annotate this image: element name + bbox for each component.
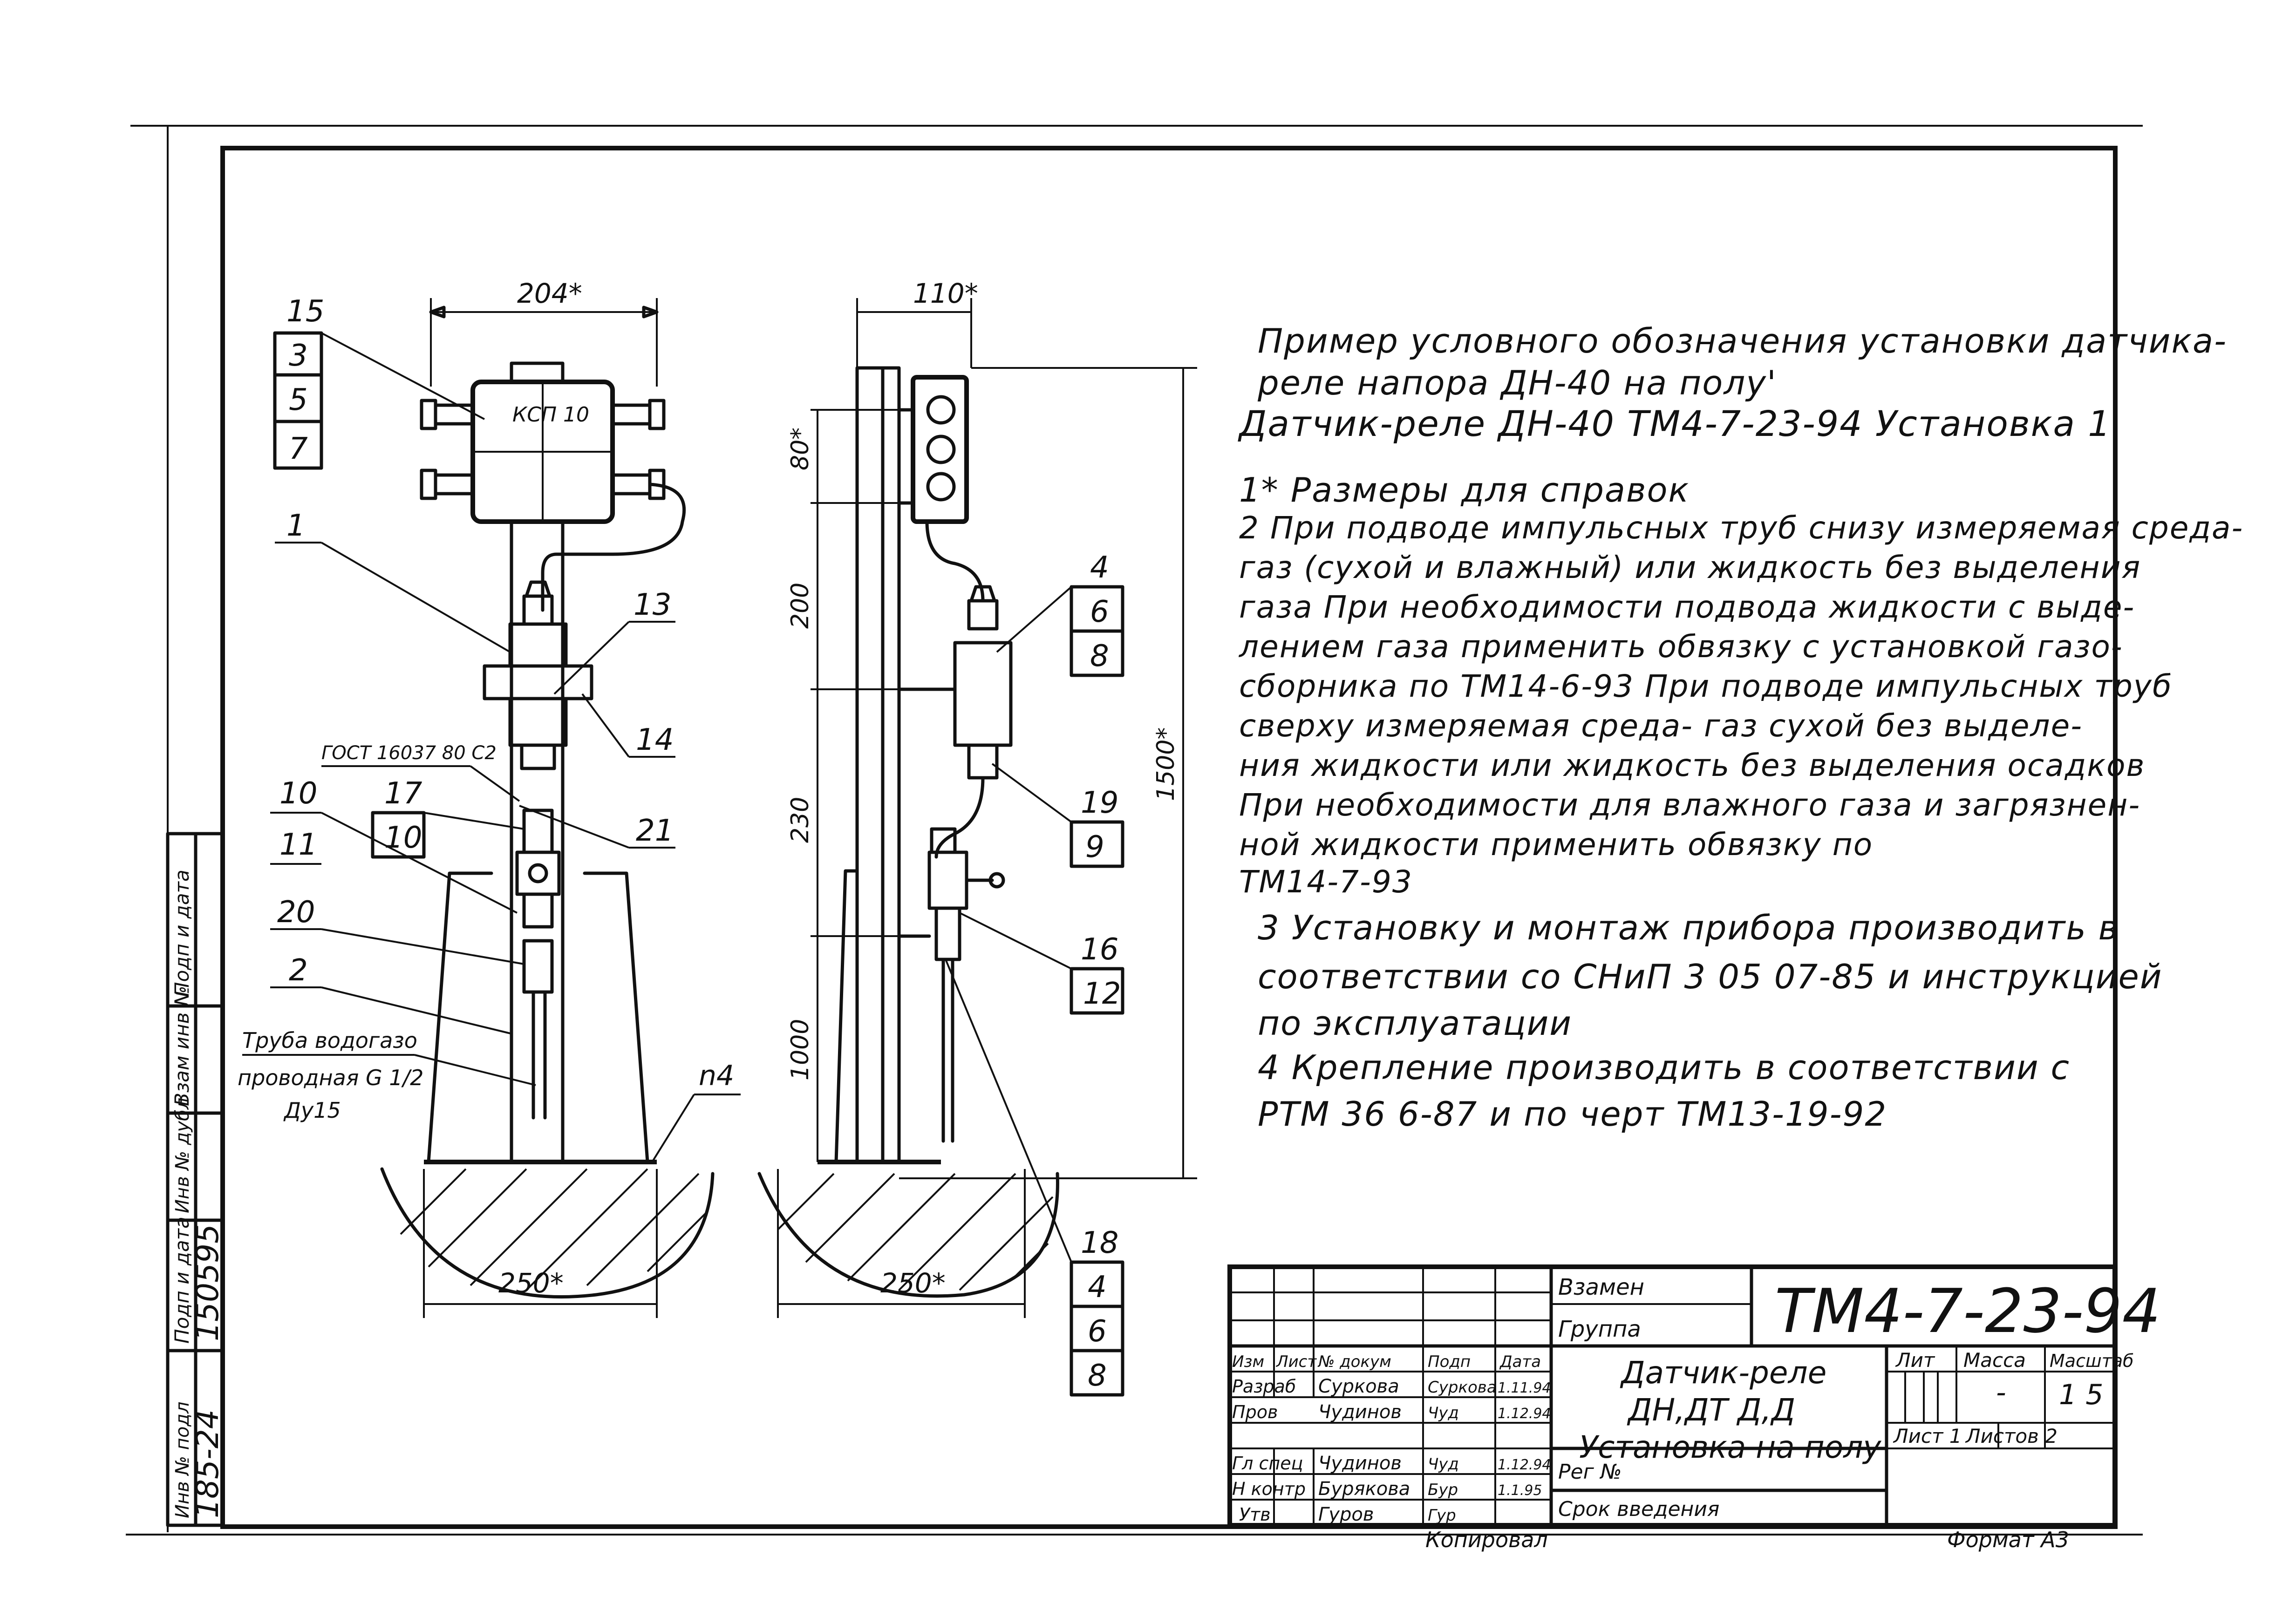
note-2-line: газа При необходимости подвода жидкости с выде- [1239,589,2135,625]
tb-masshtab: Масштаб [2050,1351,2134,1371]
tb-row1-role: Разраб [1232,1376,1296,1397]
pipe-label-2: проводная G 1/2 [238,1065,424,1090]
dim-1500: 1500* [1152,727,1180,801]
tb-row1-name: Суркова [1318,1376,1399,1397]
dim-width-mid: 110* [913,278,978,309]
left-binding-strip [168,834,225,1525]
tb-col-list: Лист [1276,1352,1317,1371]
side-view [759,278,1197,1395]
tb-masshtab-val: 1 5 [2059,1379,2104,1411]
tb-title-1: Датчик-реле [1621,1355,1827,1391]
tb-col-izm: Изм [1232,1352,1265,1371]
tb-title-3: Установка на полу [1579,1429,1881,1465]
strip-label-3: Инв № дубл [172,1097,193,1213]
box-label: КСП 10 [512,403,590,427]
callout-21: 21 [636,814,674,848]
tb-row4-sig: Бур [1428,1481,1458,1499]
callout-10-left: 10 [279,776,318,811]
tb-row2-sig: Чуд [1428,1404,1459,1422]
callout-5: 5 [289,383,308,417]
tb-col-podp: Подп [1428,1352,1471,1371]
tb-row4-role: Н контр [1232,1479,1306,1499]
tb-row3-name: Чудинов [1318,1453,1402,1474]
strip-stamp-2: 185-24 [190,1409,225,1518]
tb-row2-name: Чудинов [1318,1401,1402,1423]
callout-20: 20 [277,895,315,930]
dim-base-mid: 250* [880,1267,946,1299]
note-2-line: сборника по ТМ14-6-93 При подводе импульсных труб [1239,668,2173,704]
bracket-clamp [484,666,592,699]
strip-label-5: Инв № подл [172,1401,193,1518]
tb-row5-name: Гуров [1318,1504,1374,1525]
callout-18: 18 [1081,1226,1119,1260]
tb-gruppa: Группа [1558,1316,1641,1342]
pipe-label-3: Ду15 [284,1098,341,1123]
tb-vzamen: Взамен [1558,1274,1644,1300]
callout-2: 2 [289,953,308,988]
note-3-line: по эксплуатации [1258,1004,1573,1043]
callout-n4: n4 [699,1060,735,1092]
tb-row5-sig: Гур [1428,1506,1456,1525]
note-2-line: При необходимости для влажного газа и загрязнен- [1239,787,2141,823]
callout-4-mid: 4 [1090,550,1109,585]
tb-title-2: ДН,ДТ Д,Д [1628,1392,1796,1428]
callout-7: 7 [289,432,308,466]
note-2-line: 2 При подводе импульсных труб снизу измеряемая среда- [1239,510,2244,546]
dim-base-left: 250* [498,1267,564,1299]
callout-15: 15 [286,294,325,329]
front-view [238,278,741,1318]
note-3-line: соответствии со СНиП 3 05 07-85 и инструкцией [1258,957,2163,996]
callout-6-bot: 6 [1088,1314,1107,1349]
tb-listov: Листов 2 [1966,1425,2058,1447]
tb-list: Лист 1 [1894,1425,1962,1447]
dim-230: 230 [786,796,814,843]
callout-11: 11 [279,828,318,862]
tb-rees: Рег № [1558,1460,1622,1484]
tb-row4-date: 1.1.95 [1498,1482,1542,1499]
callout-8-mid: 8 [1090,639,1109,673]
tb-row1-date: 1.11.94 [1498,1380,1551,1396]
strip-label-4: Подп и дата [170,1216,193,1344]
callout-gost: ГОСТ 16037 80 С2 [321,742,497,764]
dim-80: 80* [786,427,814,470]
tb-massa-val: - [1996,1376,2006,1409]
callout-16: 16 [1081,932,1119,967]
note-2-line: лением газа применить обвязку с установкой газо- [1239,629,2123,665]
note-2-line: ТМ14-7-93 [1239,864,1413,900]
tb-lit: Лит [1896,1349,1935,1372]
example-line-2: реле напора ДН-40 на полу' [1258,363,1777,402]
tb-row1-sig: Суркова [1428,1378,1497,1397]
strip-stamp-1: 150595 [190,1224,225,1341]
title-block [1230,1267,2161,1552]
callout-14: 14 [636,723,674,757]
callout-9: 9 [1085,830,1104,864]
callout-3: 3 [289,339,308,373]
tb-row5-role: Утв [1239,1504,1271,1525]
callout-19: 19 [1081,786,1119,820]
tb-row4-name: Бурякова [1318,1478,1410,1500]
tb-massa: Масса [1963,1349,2026,1372]
tb-col-doc: № докум [1318,1352,1391,1371]
tb-doc-code: ТМ4-7-23-94 [1775,1276,2161,1346]
note-4-line: 4 Крепление производить в соответствии с [1258,1048,2071,1087]
example-line-3: Датчик-реле ДН-40 ТМ4-7-23-94 Установка 1 [1239,403,2112,444]
note-2-line: сверху измеряемая среда- газ сухой без выделе- [1239,708,2083,744]
callout-10-right: 10 [384,821,422,855]
callout-8-bot: 8 [1088,1359,1107,1393]
note-2-line: ной жидкости применить обвязку по [1239,827,1874,863]
callout-4-bot: 4 [1088,1270,1107,1305]
tb-srok: Срок введения [1558,1497,1720,1521]
pipe-label-1: Труба водогазо [242,1028,417,1053]
note-3-line: 3 Установку и монтаж прибора производить в [1258,908,2119,947]
note-2-line: газ (сухой и влажный) или жидкость без выделения [1239,550,2141,585]
callout-12: 12 [1083,977,1121,1011]
strip-label-2: Взам инв № [170,985,193,1106]
tb-row3-role: Гл спец [1232,1453,1303,1474]
note-2-line: ния жидкости или жидкость без выделения осадков [1239,747,2146,783]
tb-row2-date: 1.12.94 [1498,1406,1551,1422]
tb-row3-sig: Чуд [1428,1455,1459,1474]
note-1: 1* Размеры для справок [1239,470,1690,510]
strip-label-1: Подп и дата [170,870,193,997]
callout-6-mid: 6 [1090,595,1109,629]
tb-format: Формат А3 [1947,1527,2069,1552]
dim-1000: 1000 [786,1019,814,1080]
dim-width-left: 204* [517,278,582,309]
dim-200: 200 [786,582,814,629]
tb-row3-date: 1.12.94 [1498,1457,1551,1473]
tb-kopiroval: Копировал [1425,1527,1548,1552]
tb-col-data: Дата [1500,1352,1541,1371]
note-4-line: РТМ 36 6-87 и по черт ТМ13-19-92 [1258,1094,1887,1134]
tb-row2-role: Пров [1232,1402,1278,1422]
callout-17: 17 [384,776,422,811]
callout-13: 13 [634,588,672,622]
example-line-1: Пример условного обозначения установки датчика- [1258,321,2228,360]
callout-1: 1 [286,509,306,543]
